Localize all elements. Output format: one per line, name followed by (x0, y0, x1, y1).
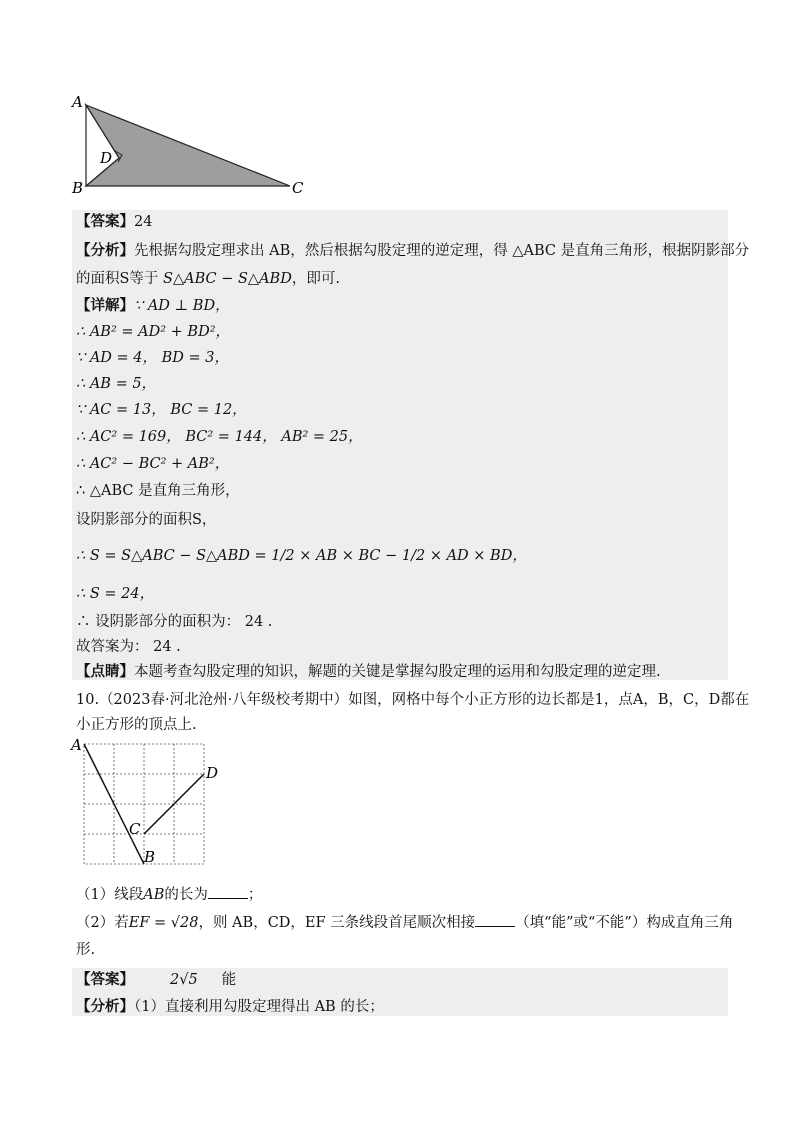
detail-line-3: ∴ AB = 5， (76, 376, 157, 392)
detail-line-4: ∵ AC = 13， BC = 12， (76, 402, 247, 418)
q10-part2-line2: 形. (76, 942, 96, 958)
part1-blank (208, 884, 248, 899)
q10-source: （2023春·河北沧州·八年级校考期中） (99, 692, 349, 708)
q10-stem-1: 如图，网格中每个小正方形的边长都是1，点A，B，C，D都在 (348, 692, 750, 708)
grid-label-c: C (129, 820, 141, 838)
part2-blank (475, 912, 515, 927)
detail-line-1: ∴ AB² = AD² + BD²， (76, 324, 231, 340)
label-a: A (72, 95, 83, 111)
q10-part1 (76, 884, 262, 905)
grid-label-a: A (71, 738, 82, 754)
part2-prefix: （2）若 (76, 915, 129, 931)
analysis-line-1 (76, 241, 749, 261)
detail-line-7: ∴ △ABC 是直角三角形， (76, 483, 240, 499)
analysis-text-1: 先根据勾股定理求出 AB，然后根据勾股定理的逆定理，得 △ABC 是直角三角形，根据阴影部分 (134, 243, 750, 259)
q10-answer-line (76, 970, 236, 990)
part1-suffix: 的长为 (164, 887, 208, 903)
detail-line-2: ∵ AD = 4， BD = 3， (76, 350, 230, 366)
label-d: D (100, 149, 113, 167)
comment-text: 本题考查勾股定理的知识，解题的关键是掌握勾股定理的运用和勾股定理的逆定理. (134, 664, 661, 680)
q10-line-1 (76, 690, 749, 710)
detail-line-5: ∴ AC² = 169， BC² = 144， AB² = 25， (76, 429, 363, 445)
q10-number: 10. (76, 692, 100, 708)
q10-answer-tag: 【答案】 (76, 971, 134, 988)
q10-analysis-tag: 【分析】 (76, 998, 134, 1015)
shaded-region (86, 105, 290, 186)
q10-line-2: 小正方形的顶点上. (76, 717, 197, 733)
q10-answer-1: 2√5 (170, 972, 198, 988)
detail-line-0 (76, 296, 230, 316)
part2-ef: EF = √28 (128, 915, 199, 931)
part1-seg: AB (143, 887, 165, 903)
triangle-figure (70, 95, 320, 200)
analysis-text-2a: 的面积S等于 (76, 271, 164, 287)
comment-tag: 【点睛】 (76, 663, 134, 680)
detail-line-6: ∴ AC² − BC² + AB²， (76, 456, 230, 472)
part1-end: ； (247, 887, 263, 903)
q10-analysis-text: （1）直接利用勾股定理得出 AB 的长； (134, 999, 384, 1015)
answer-value: 24 (134, 214, 153, 230)
label-b: B (72, 179, 84, 197)
analysis-tag: 【分析】 (76, 242, 134, 259)
answer-tag: 【答案】 (76, 213, 134, 230)
grid-label-b: B (144, 848, 156, 866)
part2-suffix: （填“能”或“不能”）构成直角三角 (515, 915, 734, 931)
answer-line (76, 212, 152, 232)
analysis-formula: S△ABC − S△ABD (163, 271, 292, 287)
q10-analysis-line (76, 997, 384, 1017)
comment-line (76, 662, 661, 682)
q10-part2 (76, 912, 733, 933)
detail-line-9: ∴ S = S△ABC − S△ABD = 1/2 × AB × BC − 1/2 × AD × BD， (76, 548, 527, 564)
detail-line-12: 故答案为： 24 . (76, 639, 181, 655)
grid-label-d: D (206, 764, 219, 782)
detail-step: ∵ AD ⊥ BD， (134, 298, 230, 314)
detail-line-11: ∴ 设阴影部分的面积为： 24 . (76, 614, 273, 630)
q10-answer-2: 能 (221, 972, 237, 988)
grid-lines (84, 744, 204, 864)
grid-figure (70, 738, 230, 868)
detail-tag: 【详解】 (76, 297, 134, 314)
detail-line-10: ∴ S = 24， (76, 586, 155, 602)
analysis-text-2b: ，即可. (291, 271, 340, 287)
analysis-line-2 (76, 269, 340, 289)
detail-line-8: 设阴影部分的面积S， (76, 512, 217, 528)
part1-prefix: （1）线段 (76, 887, 144, 903)
part2-middle: ，则 AB，CD，EF 三条线段首尾顺次相接 (198, 915, 476, 931)
label-c: C (292, 179, 304, 197)
